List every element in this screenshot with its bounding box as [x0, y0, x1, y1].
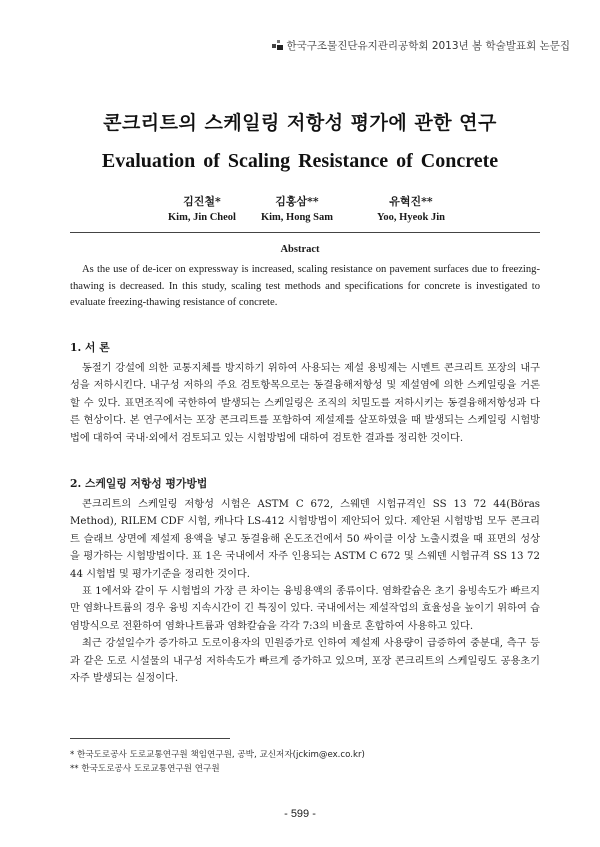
paragraph: 동절기 강설에 의한 교통지체를 방지하기 위하여 사용되는 제설 용빙제는 시멘트 콘크리트 포장의 내구성을 저하시킨다. 내구성 저하의 주요 검토항목으로는 동결융해저항성 및 제설염에 의한 스케일링을 거론할 수 있다. 표면조직에 국한하여 발생되는 스케일링은 조직의 치밀도를 저하시키는 동결융해저항성과 다른 현상이다. 본 연구에서는 포장 콘크리트를 포함하여 제설제를 살포하였을 때 발생되는 스케일링 시험방법에 대하여 국내·외에서 검토되고 있는 시험방법에 대하여 검토한 결과를 정리한 것이다. — [70, 363, 540, 444]
title-divider — [70, 232, 540, 233]
title-english: Evaluation of Scaling Resistance of Concrete — [101, 150, 499, 172]
section-2-body — [70, 496, 540, 687]
author-3 — [356, 193, 466, 226]
running-header — [272, 38, 570, 53]
paragraph: 표 1에서와 같이 두 시험법의 가장 큰 차이는 융빙용액의 종류이다. 염화칼슘은 초기 융빙속도가 빠르지만 염화나트륨의 경우 융빙 지속시간이 긴 특징이 있다. 국내에서는 제설작업의 효율성을 높이기 위하여 습염방식으로 전환하여 염화나트륨과 염화칼슘을 각각 7:3의 비율로 혼합하여 사용하고 있다. — [70, 586, 540, 632]
section-1-body — [70, 360, 540, 447]
footnote-1: * 한국도로공사 도로교통연구원 책임연구원, 공박, 교신저자(jckim@ex.co.kr) — [70, 750, 365, 760]
section-2-heading: 2. 스케일링 저항성 평가방법 — [70, 477, 208, 490]
paragraph: 최근 강설일수가 증가하고 도로이용자의 민원증가로 인하여 제설제 사용량이 급증하여 중분대, 측구 등과 같은 도로 시설물의 내구성 저하속도가 빠르게 증가하고 있으며, 포장 콘크리트의 스케일링도 공용초기 자주 발생되는 실정이다. — [70, 638, 540, 685]
author-2 — [242, 193, 352, 226]
author-name-ko: 김진철* — [183, 195, 221, 208]
footnote-divider — [70, 738, 230, 739]
paragraph: 콘크리트의 스케일링 저항성 시험은 ASTM C 672, 스웨덴 시험규격인 SS 13 72 44(Böras Method), RILEM CDF 시험, 캐나다 LS-412 시험방법이 제안되어 있다. 제안된 시험방법 모두 콘크리트 슬래브 상면에 제설제 용액을 넣고 동결융해 온도조건에서 50 싸이클 이상 노출시켰을 때 표면의 성상을 평가하는 시험방법이다. 표 1은 국내에서 자주 인용되는 ASTM C 672 및 스웨덴 시험규격 SS 13 72 44 시험법 및 평가기준을 정리한 것이다. — [70, 499, 540, 580]
abstract-heading: Abstract — [280, 244, 320, 255]
title-korean: 콘크리트의 스케일링 저항성 평가에 관한 연구 — [103, 112, 497, 134]
footnotes — [70, 748, 540, 776]
header-text: 한국구조물진단유지관리공학회 2013년 봄 학술발표회 논문집 — [286, 40, 570, 52]
author-name-en: Kim, Hong Sam — [260, 212, 334, 223]
author-1 — [152, 193, 252, 226]
author-name-ko: 김홍삼** — [275, 195, 319, 208]
author-name-en: Kim, Jin Cheol — [168, 212, 236, 223]
abstract-text: As the use of de-icer on expressway is increased, scaling resistance on pavement surfaces due to freezing-thawing is decreased. In this study, scaling test methods and specifications for concrete is investigated to evaluate freezing-thawing resistance of concrete. — [70, 264, 540, 308]
author-name-en: Yoo, Hyeok Jin — [377, 212, 445, 223]
section-1-heading: 1. 서 론 — [70, 341, 110, 354]
footnote-2: ** 한국도로공사 도로교통연구원 연구원 — [70, 764, 220, 774]
proceedings-logo-icon — [272, 39, 284, 51]
page-number: - 599 - — [284, 808, 316, 820]
author-name-ko: 유혁진** — [389, 195, 433, 208]
